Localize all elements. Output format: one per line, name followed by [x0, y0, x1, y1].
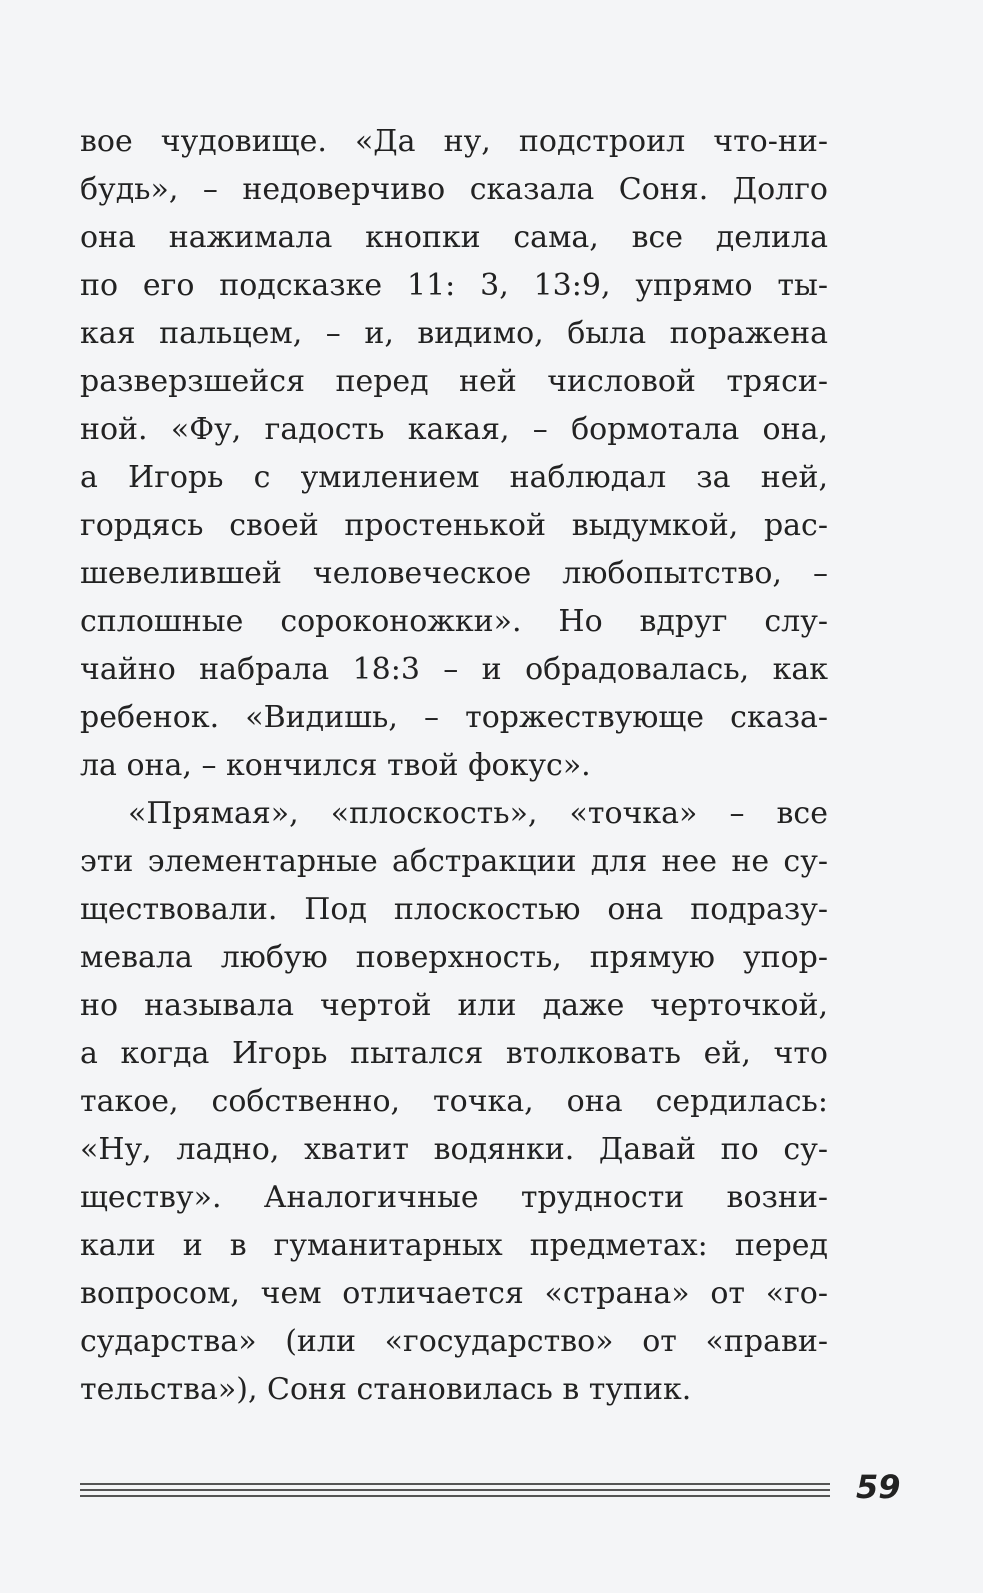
text-line: ребенок. «Видишь, – торжествующе сказа-	[80, 700, 828, 735]
text-line: по его подсказке 11: 3, 13:9, упрямо ты-	[80, 268, 828, 303]
text-line: она нажимала кнопки сама, все делила	[80, 220, 828, 255]
text-line: сударства» (или «государство» от «прави-	[80, 1324, 828, 1359]
text-line: будь», – недоверчиво сказала Соня. Долго	[80, 172, 828, 207]
text-line: эти элементарные абстракции для нее не су-	[80, 844, 828, 879]
text-line: тельства»), Соня становилась в тупик.	[80, 1372, 692, 1407]
text-line: кали и в гуманитарных предметах: перед	[80, 1228, 828, 1263]
text-line: а Игорь с умилением наблюдал за ней,	[80, 460, 828, 495]
text-line: «Прямая», «плоскость», «точка» – все	[128, 796, 828, 831]
text-line: шевелившей человеческое любопытство, –	[80, 556, 828, 591]
body-text	[80, 118, 828, 1414]
text-line: ла она, – кончился твой фокус».	[80, 748, 591, 783]
text-line: сплошные сороконожки». Но вдруг слу-	[80, 604, 828, 639]
text-line: «Ну, ладно, хватит водянки. Давай по су-	[80, 1132, 828, 1167]
text-line: кая пальцем, – и, видимо, была поражена	[80, 316, 828, 351]
text-line: вопросом, чем отличается «страна» от «го-	[80, 1276, 828, 1311]
page-number: 59	[856, 1468, 901, 1506]
text-line: а когда Игорь пытался втолковать ей, что	[80, 1036, 828, 1071]
paragraph-1	[80, 118, 828, 790]
footer-rule	[80, 1483, 830, 1497]
text-line: такое, собственно, точка, она сердилась:	[80, 1084, 828, 1119]
text-line: ществовали. Под плоскостью она подразу-	[80, 892, 828, 927]
text-line: разверзшейся перед ней числовой тряси-	[80, 364, 828, 399]
text-line: мевала любую поверхность, прямую упор-	[80, 940, 828, 975]
text-line: вое чудовище. «Да ну, подстроил что-ни-	[80, 124, 828, 159]
text-line: ществу». Аналогичные трудности возни-	[80, 1180, 828, 1215]
text-line: но называла чертой или даже черточкой,	[80, 988, 828, 1023]
text-line: гордясь своей простенькой выдумкой, рас-	[80, 508, 828, 543]
paragraph-2	[80, 790, 828, 1414]
text-line: ной. «Фу, гадость какая, – бормотала она,	[80, 412, 828, 447]
text-line: чайно набрала 18:3 – и обрадовалась, как	[80, 652, 828, 687]
